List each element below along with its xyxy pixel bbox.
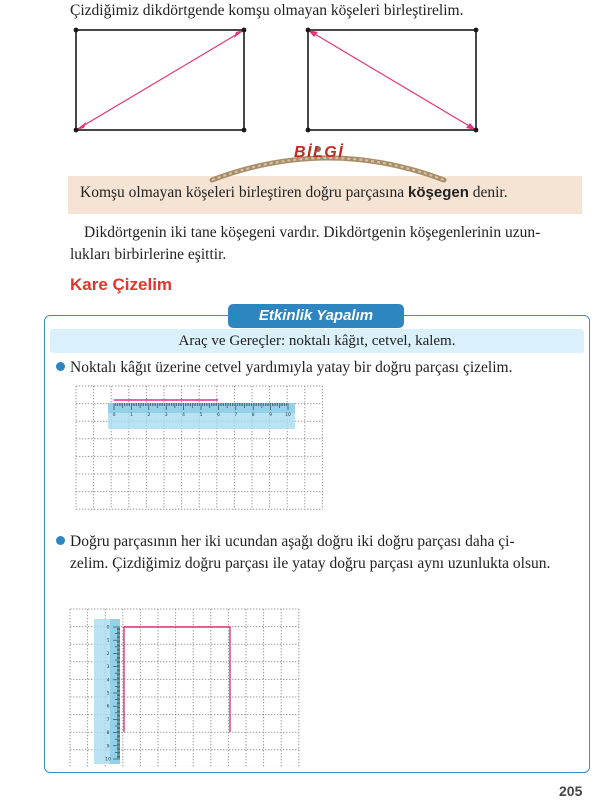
ruler-number: 2 <box>106 651 110 657</box>
ruler-number: 4 <box>182 413 186 418</box>
tools-bar: Araç ve Gereçler: noktalı kâğıt, cetvel, kalem. <box>50 329 584 353</box>
step-2-text-rest: zelim. Çizdiğimiz doğru parçası ile yatay doğru parçası aynı uzunlukta olsun. <box>70 555 551 572</box>
info-box-text <box>80 184 508 202</box>
ruler-number: 0 <box>106 625 110 631</box>
activity-label: Etkinlik Yapalım <box>228 304 404 328</box>
diagonal-paragraph <box>70 222 590 266</box>
step-1-text: Noktalı kâğıt üzerine cetvel yardımıyla yatay bir doğru parçası çizelim. <box>70 359 513 376</box>
intro-text: Çizdiğimiz dikdörtgende komşu olmayan köşeleri birleştirelim. <box>70 2 464 19</box>
bullet-icon <box>56 362 65 371</box>
ruler-number: 10 <box>105 757 111 763</box>
ruler-number: 2 <box>147 413 151 418</box>
info-box <box>68 140 582 216</box>
info-text-before: Komşu olmayan köşeleri birleştiren doğru parçasına <box>80 184 408 201</box>
dotted-grid-vertical-ruler <box>68 607 304 767</box>
info-text-after: denir. <box>468 184 508 201</box>
ruler-number: 7 <box>106 717 110 723</box>
ruler-number: 10 <box>285 413 291 418</box>
info-box-title: BİLGİ <box>294 144 345 161</box>
ruler-number: 3 <box>106 665 110 671</box>
step-2-text-first: Doğru parçasının her iki ucundan aşağı doğru iki doğru parçası daha çi- <box>70 533 515 550</box>
ruler-number: 0 <box>112 413 116 418</box>
ruler-number: 1 <box>106 638 110 644</box>
ruler-number: 9 <box>106 744 110 750</box>
ruler-number: 1 <box>129 413 133 418</box>
ruler-number: 5 <box>106 691 110 697</box>
ruler-number: 4 <box>106 678 110 684</box>
step-1 <box>56 357 584 379</box>
dotted-grid-horizontal-ruler <box>74 384 330 516</box>
ruler-number: 5 <box>199 413 203 418</box>
paragraph-line-2: lukları birbirlerine eşittir. <box>70 246 227 263</box>
ruler-number: 7 <box>234 413 238 418</box>
info-term: köşegen <box>408 184 469 201</box>
ruler-number: 8 <box>106 731 110 737</box>
bullet-icon <box>56 536 65 545</box>
paragraph-line-1: Dikdörtgenin iki tane köşegeni vardır. Dikdörtgenin köşegenlerinin uzun- <box>84 224 541 241</box>
page-number: 205 <box>559 783 583 799</box>
ruler-number: 6 <box>106 704 110 710</box>
ruler-number: 3 <box>164 413 168 418</box>
ruler-number: 9 <box>269 413 273 418</box>
ruler-number: 6 <box>216 413 220 418</box>
step-2 <box>56 531 584 575</box>
rectangle-diagonal-figure-right <box>302 24 484 136</box>
ruler-number: 8 <box>251 413 255 418</box>
rectangle-diagonal-figure-left <box>70 24 252 136</box>
section-title: Kare Çizelim <box>70 275 173 294</box>
